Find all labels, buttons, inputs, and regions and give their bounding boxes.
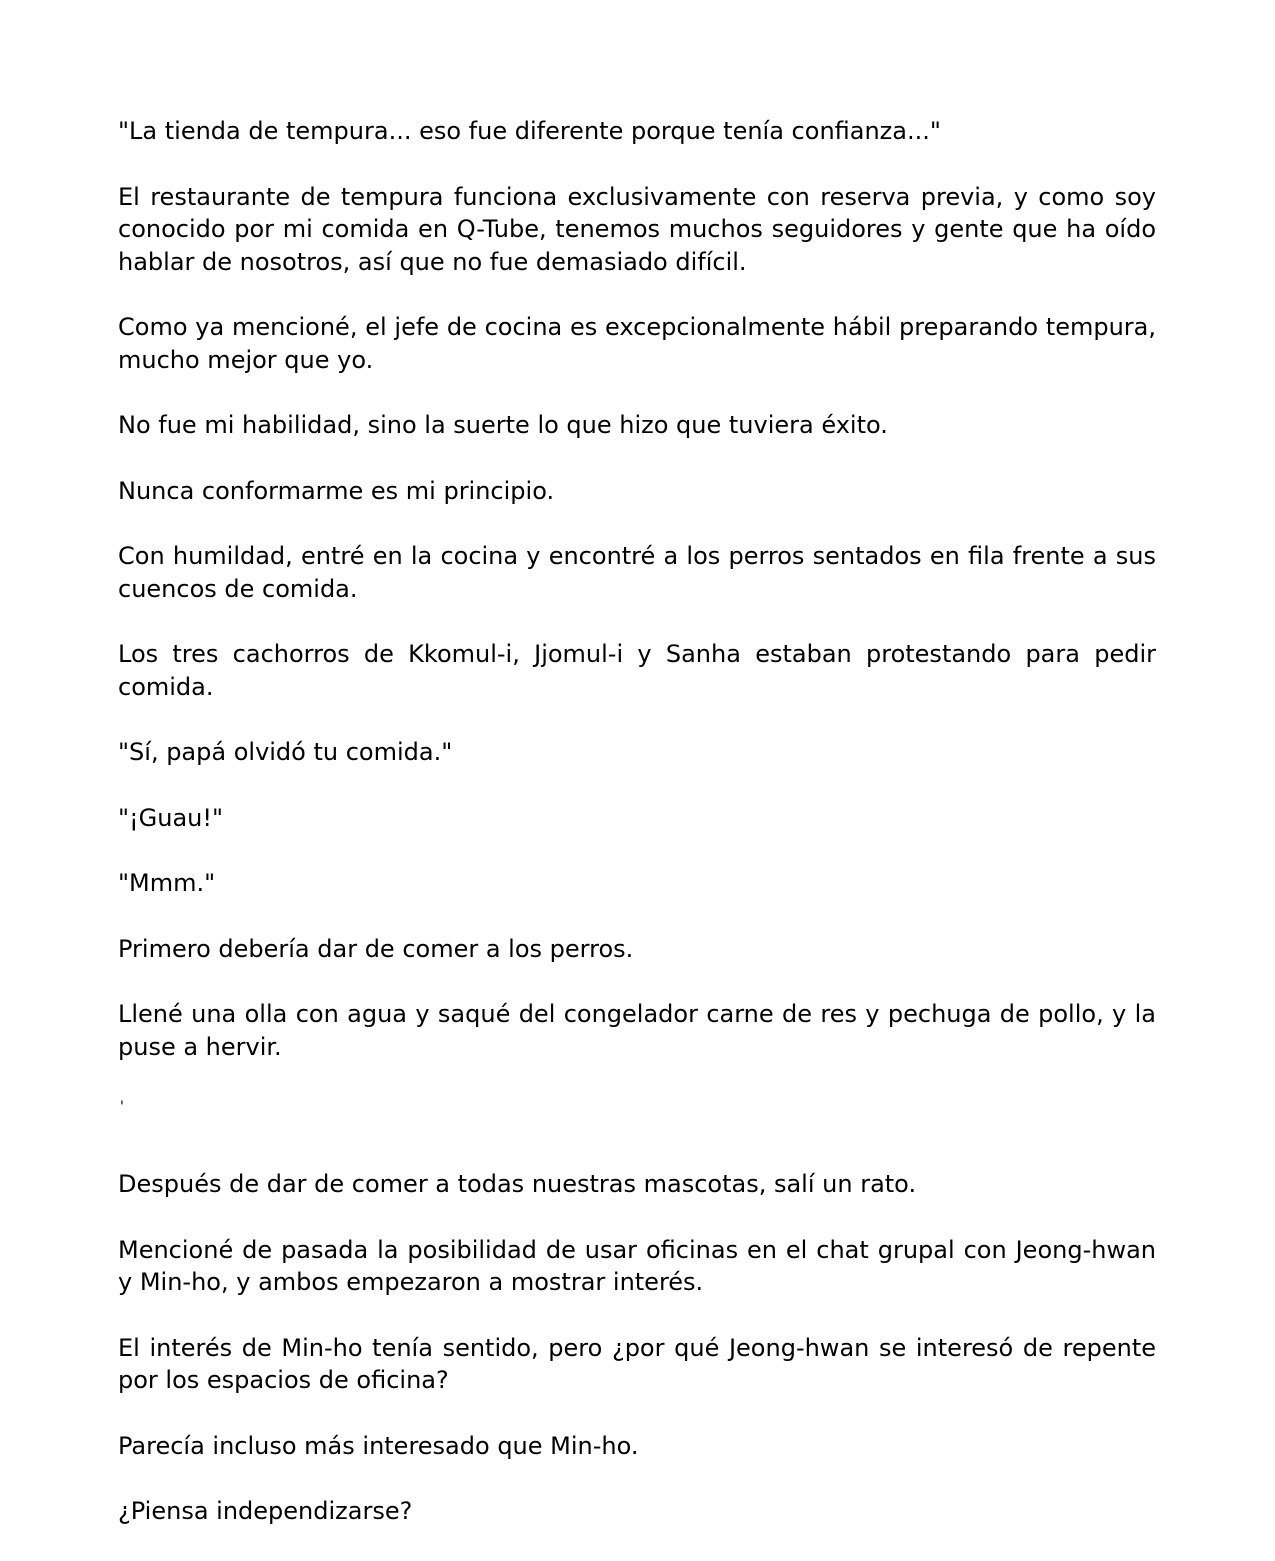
paragraph: El restaurante de tempura funciona exclusivamente con reserva previa, y como soy conocido por mi comida en Q-Tube, tenemos muchos seguidores y gente que ha oído hablar de nosotros, así que no fue demasiado difícil. (118, 182, 1156, 276)
paragraph: Llené una olla con agua y saqué del congelador carne de res y pechuga de pollo, y la puse a hervir. (118, 1000, 1156, 1061)
paragraph: Primero debería dar de comer a los perros. (118, 934, 634, 963)
document-body (118, 115, 1156, 1561)
paragraph: "Mmm." (118, 869, 216, 897)
paragraph: No fue mi habilidad, sino la suerte lo que hizo que tuviera éxito. (118, 411, 888, 439)
paragraph: Nunca conformarme es mi principio. (118, 476, 555, 505)
paragraph: ¿Piensa independizarse? (118, 1497, 413, 1525)
paragraph: Mencioné de pasada la posibilidad de usar oficinas en el chat grupal con Jeong-hwan y Min-ho, y ambos empezaron a mostrar interés. (118, 1235, 1156, 1296)
stray-mark: ' (120, 1099, 124, 1115)
paragraph: "La tienda de tempura... eso fue diferente porque tenía confianza..." (118, 117, 941, 145)
paragraph: Como ya mencioné, el jefe de cocina es excepcionalmente hábil preparando tempura, mucho mejor que yo. (118, 313, 1156, 374)
paragraph: "Sí, papá olvidó tu comida." (118, 738, 453, 766)
paragraph: Los tres cachorros de Kkomul-i, Jjomul-i y Sanha estaban protestando para pedir comida. (118, 640, 1156, 701)
paragraph: Parecía incluso más interesado que Min-ho. (118, 1431, 639, 1460)
paragraph: "¡Guau!" (118, 803, 224, 832)
paragraph: Con humildad, entré en la cocina y encontré a los perros sentados en fila frente a sus cuencos de comida. (118, 542, 1156, 603)
paragraph: El interés de Min-ho tenía sentido, pero ¿por qué Jeong-hwan se interesó de repente por los espacios de oficina? (118, 1333, 1156, 1394)
paragraph: Después de dar de comer a todas nuestras mascotas, salí un rato. (118, 1170, 917, 1198)
